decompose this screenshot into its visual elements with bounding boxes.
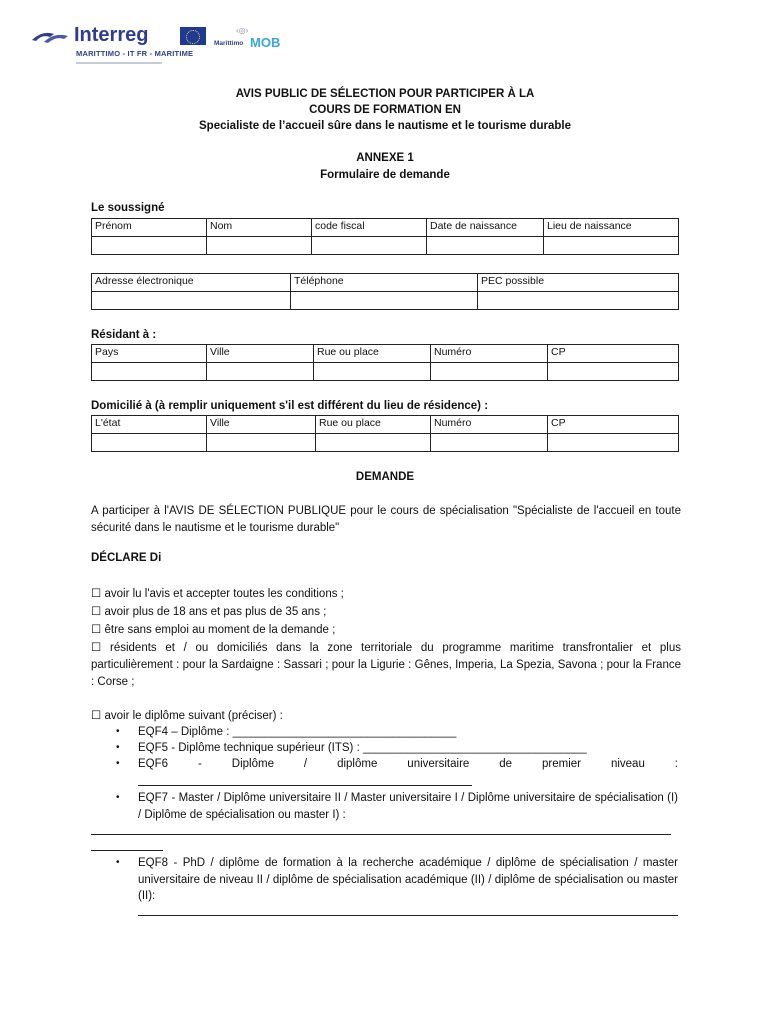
declare-heading: DÉCLARE Di: [91, 552, 162, 564]
input-telephone[interactable]: [291, 292, 478, 310]
col-pays: Pays: [92, 345, 207, 363]
col-pec: PEC possible: [478, 274, 679, 292]
eu-flag-icon: [180, 27, 206, 45]
input-cp[interactable]: [548, 434, 679, 452]
title-line-3: Specialiste de l’accueil sûre dans le nautisme et le tourisme durable: [199, 120, 571, 132]
diploma-eqf8[interactable]: EQF8 - PhD / diplôme de formation à la recherche académique / diplôme de spécialisation / master universitaire de niveau II / diplôme de spécialisation académique (II) / diplôme de spécialisation ou master (II):: [138, 857, 678, 902]
demande-text: A participer à l'AVIS DE SÉLECTION PUBLIQUE pour le cours de spécialisation "Spécialiste de l'accueil en toute sécurité dans le nautisme et le tourisme durable": [91, 505, 681, 534]
bullet-icon: •: [116, 792, 120, 803]
logo-tagline-bar: [76, 62, 162, 64]
col-telephone: Téléphone: [291, 274, 478, 292]
input-numero[interactable]: [431, 434, 548, 452]
col-lieu-naissance: Lieu de naissance: [544, 219, 679, 237]
domicile-table: [91, 415, 679, 452]
input-nom[interactable]: [207, 237, 312, 255]
diploma-eqf7[interactable]: EQF7 - Master / Diplôme universitaire II / Master universitaire I / Diplôme universitaire de spécialisation (I) / Diplôme de spécialisation ou master I) :: [138, 792, 678, 821]
input-pec[interactable]: [478, 292, 679, 310]
identity-table: [91, 218, 679, 255]
input-code-fiscal[interactable]: [312, 237, 427, 255]
input-rue[interactable]: [316, 434, 431, 452]
fill-line[interactable]: [138, 915, 678, 916]
col-ville: Ville: [207, 416, 316, 434]
residence-table: [91, 344, 679, 381]
demande-heading: DEMANDE: [355, 471, 415, 483]
input-numero[interactable]: [431, 363, 548, 381]
soussigne-label: Le soussigné: [91, 202, 165, 214]
input-prenom[interactable]: [92, 237, 207, 255]
signal-icon: ‹◎›: [236, 26, 249, 35]
input-date-naissance[interactable]: [427, 237, 544, 255]
annex-heading: ANNEXE 1: [356, 152, 414, 164]
col-rue: Rue ou place: [316, 416, 431, 434]
logo-word: Interreg: [74, 24, 149, 46]
interreg-logo: [30, 22, 240, 70]
col-prenom: Prénom: [92, 219, 207, 237]
contact-table: [91, 273, 679, 310]
col-cp: CP: [548, 345, 679, 363]
fill-line[interactable]: [91, 834, 671, 835]
logo-subtitle: MARITTIMO - IT FR - MARITIME: [76, 49, 194, 58]
fill-line[interactable]: [91, 850, 163, 851]
bullet-icon: •: [116, 758, 120, 769]
diploma-eqf4[interactable]: EQF4 – Diplôme : ___________________________________: [138, 726, 457, 738]
col-ville: Ville: [207, 345, 314, 363]
diploma-eqf6[interactable]: EQF6 - Diplôme / diplôme universitaire de premier niveau :: [138, 758, 678, 770]
col-code-fiscal: code fiscal: [312, 219, 427, 237]
form-heading: Formulaire de demande: [320, 169, 450, 181]
partner-big-text: MOB: [250, 35, 281, 50]
diploma-eqf5[interactable]: EQF5 - Diplôme technique supérieur (ITS) : ___________________________________: [138, 742, 587, 754]
input-ville[interactable]: [207, 434, 316, 452]
col-date-naissance: Date de naissance: [427, 219, 544, 237]
bullet-icon: •: [116, 857, 120, 868]
col-numero: Numéro: [431, 416, 548, 434]
declaration-item[interactable]: ☐ être sans emploi au moment de la demande ;: [91, 624, 336, 636]
input-lieu-naissance[interactable]: [544, 237, 679, 255]
title-line-1: AVIS PUBLIC DE SÉLECTION POUR PARTICIPER À LA: [235, 88, 535, 100]
declaration-item[interactable]: ☐ avoir plus de 18 ans et pas plus de 35 ans ;: [91, 606, 327, 618]
declaration-item[interactable]: ☐ avoir lu l'avis et accepter toutes les conditions ;: [91, 588, 344, 600]
fill-line[interactable]: [138, 785, 472, 786]
swoosh-icon: [30, 28, 70, 44]
col-numero: Numéro: [431, 345, 548, 363]
header-logos: [30, 22, 330, 72]
residant-label: Résidant à :: [91, 329, 157, 341]
input-email[interactable]: [92, 292, 291, 310]
col-rue: Rue ou place: [314, 345, 431, 363]
bullet-icon: •: [116, 726, 120, 737]
col-etat: L'état: [92, 416, 207, 434]
bullet-icon: •: [116, 742, 120, 753]
input-pays[interactable]: [92, 363, 207, 381]
input-etat[interactable]: [92, 434, 207, 452]
domicilie-label: Domicilié à (à remplir uniquement s'il est différent du lieu de résidence) :: [91, 400, 489, 412]
col-email: Adresse électronique: [92, 274, 291, 292]
col-cp: CP: [548, 416, 679, 434]
partner-small-text: Marittimo: [214, 40, 244, 47]
col-nom: Nom: [207, 219, 312, 237]
diploma-intro[interactable]: ☐ avoir le diplôme suivant (préciser) :: [91, 710, 283, 722]
input-ville[interactable]: [207, 363, 314, 381]
input-rue[interactable]: [314, 363, 431, 381]
title-line-2: COURS DE FORMATION EN: [309, 104, 461, 116]
declaration-item[interactable]: ☐ résidents et / ou domiciliés dans la zone territoriale du programme maritime transfrontalier et plus particulièrement : pour la Sardaigne : Sassari ; pour la Ligurie : Gênes, Imperia, La Spezia, Savona ; pour la France : Corse ;: [91, 642, 681, 688]
input-cp[interactable]: [548, 363, 679, 381]
marittimo-mob-logo: [214, 26, 324, 56]
